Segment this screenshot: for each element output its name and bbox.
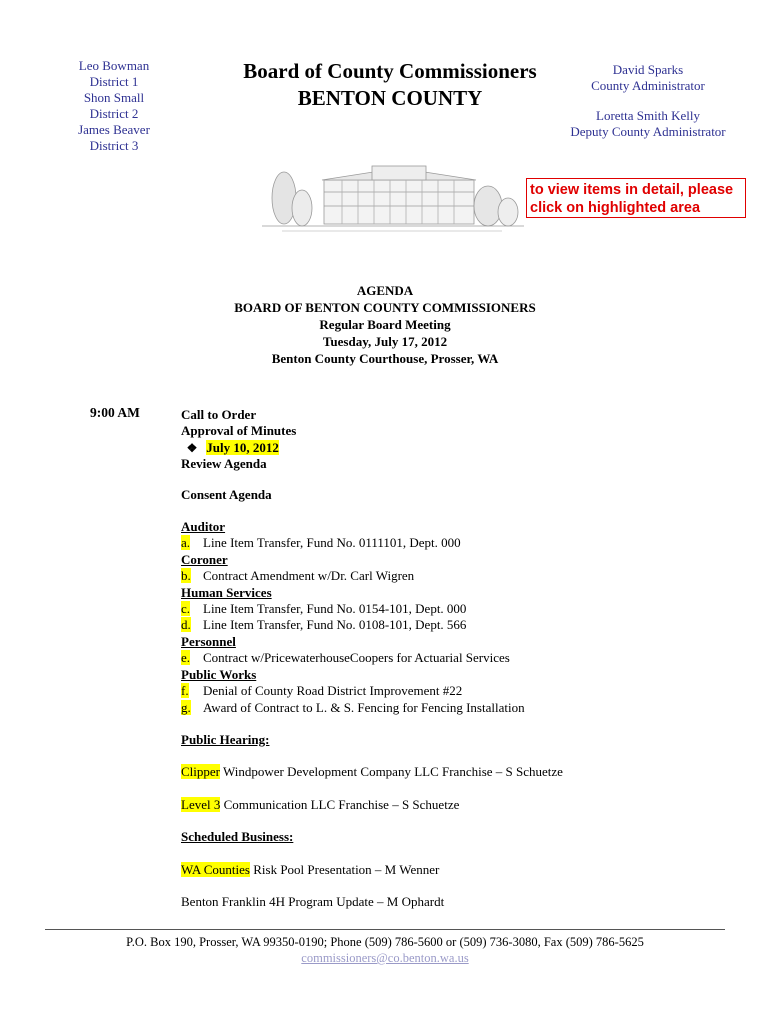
list-item: WA Counties Risk Pool Presentation – M Wenner — [181, 861, 440, 877]
board-name: BOARD OF BENTON COUNTY COMMISSIONERS — [234, 300, 536, 315]
item-e-link[interactable]: e. — [181, 650, 191, 666]
agenda-title: AGENDA — [356, 283, 414, 298]
meeting-location: Benton County Courthouse, Prosser, WA — [271, 351, 499, 366]
administrator-role: County Administrator — [591, 78, 705, 93]
section-auditor: Auditor — [181, 519, 226, 535]
meeting-type: Regular Board Meeting — [319, 317, 451, 332]
list-item: c. Line Item Transfer, Fund No. 0154-101, Dept. 000 — [181, 601, 467, 617]
review-agenda: Review Agenda — [181, 456, 267, 472]
commissioner-name: James Beaver — [78, 122, 150, 137]
public-hearing-heading: Public Hearing: — [181, 731, 270, 747]
item-g-link[interactable]: g. — [181, 699, 191, 715]
clipper-link[interactable]: Clipper — [181, 764, 220, 780]
minutes-link[interactable]: July 10, 2012 — [206, 439, 279, 455]
item-d-link[interactable]: d. — [181, 617, 191, 633]
meeting-date: Tuesday, July 17, 2012 — [322, 334, 448, 349]
list-item: b. Contract Amendment w/Dr. Carl Wigren — [181, 568, 415, 584]
district-label: District 1 — [89, 74, 139, 89]
footer — [45, 934, 725, 966]
deputy-name: Loretta Smith Kelly — [596, 108, 700, 123]
minutes-item — [181, 440, 741, 456]
list-item: f. Denial of County Road District Improvement #22 — [181, 683, 463, 699]
call-to-order: Call to Order — [181, 407, 257, 422]
administrator-name: David Sparks — [612, 62, 684, 77]
section-personnel: Personnel — [181, 633, 236, 649]
item-c-link[interactable]: c. — [181, 601, 191, 617]
agenda-header — [185, 282, 585, 367]
courthouse-illustration — [262, 158, 524, 238]
list-item: g. Award of Contract to L. & S. Fencing for Fencing Installation — [181, 699, 525, 715]
list-item: a. Line Item Transfer, Fund No. 0111101, Dept. 000 — [181, 535, 461, 551]
diamond-bullet-icon: ❖ — [186, 440, 198, 455]
section-public-works: Public Works — [181, 666, 257, 682]
item-b-link[interactable]: b. — [181, 568, 191, 584]
highlight-notice: to view items in detail, please click on highlighted area — [526, 178, 746, 218]
commissioner-list — [58, 58, 170, 154]
list-item: d. Line Item Transfer, Fund No. 0108-101, Dept. 566 — [181, 617, 467, 633]
section-human-services: Human Services — [181, 584, 272, 600]
approval-of-minutes: Approval of Minutes — [181, 423, 297, 439]
list-item: Clipper Windpower Development Company LLC Franchise – S Schuetze — [181, 764, 563, 780]
scheduled-business-heading: Scheduled Business: — [181, 829, 294, 845]
page-title — [230, 58, 550, 112]
agenda-time: 9:00 AM — [90, 405, 140, 420]
title-line-2: BENTON COUNTY — [297, 86, 483, 110]
administrator-list — [548, 62, 748, 140]
email-link[interactable]: commissioners@co.benton.wa.us — [301, 951, 469, 965]
commissioner-name: Leo Bowman — [78, 58, 150, 73]
list-item: Level 3 Communication LLC Franchise – S Schuetze — [181, 796, 460, 812]
title-line-1: Board of County Commissioners — [243, 59, 537, 83]
list-item: e. Contract w/PricewaterhouseCoopers for Actuarial Services — [181, 650, 510, 666]
item-a-link[interactable]: a. — [181, 535, 191, 551]
item-f-link[interactable]: f. — [181, 683, 189, 699]
footer-divider — [45, 929, 725, 930]
deputy-role: Deputy County Administrator — [570, 124, 726, 139]
district-label: District 3 — [89, 138, 139, 153]
footer-address: P.O. Box 190, Prosser, WA 99350-0190; Phone (509) 786-5600 or (509) 736-3080, Fax (509) 786-5625 — [126, 935, 644, 949]
agenda-items — [181, 407, 741, 910]
district-label: District 2 — [89, 106, 139, 121]
wa-counties-link[interactable]: WA Counties — [181, 861, 250, 877]
list-item: Benton Franklin 4H Program Update – M Ophardt — [181, 893, 445, 909]
consent-agenda-heading: Consent Agenda — [181, 486, 272, 502]
commissioner-name: Shon Small — [83, 90, 145, 105]
section-coroner: Coroner — [181, 551, 228, 567]
level3-link[interactable]: Level 3 — [181, 796, 221, 812]
